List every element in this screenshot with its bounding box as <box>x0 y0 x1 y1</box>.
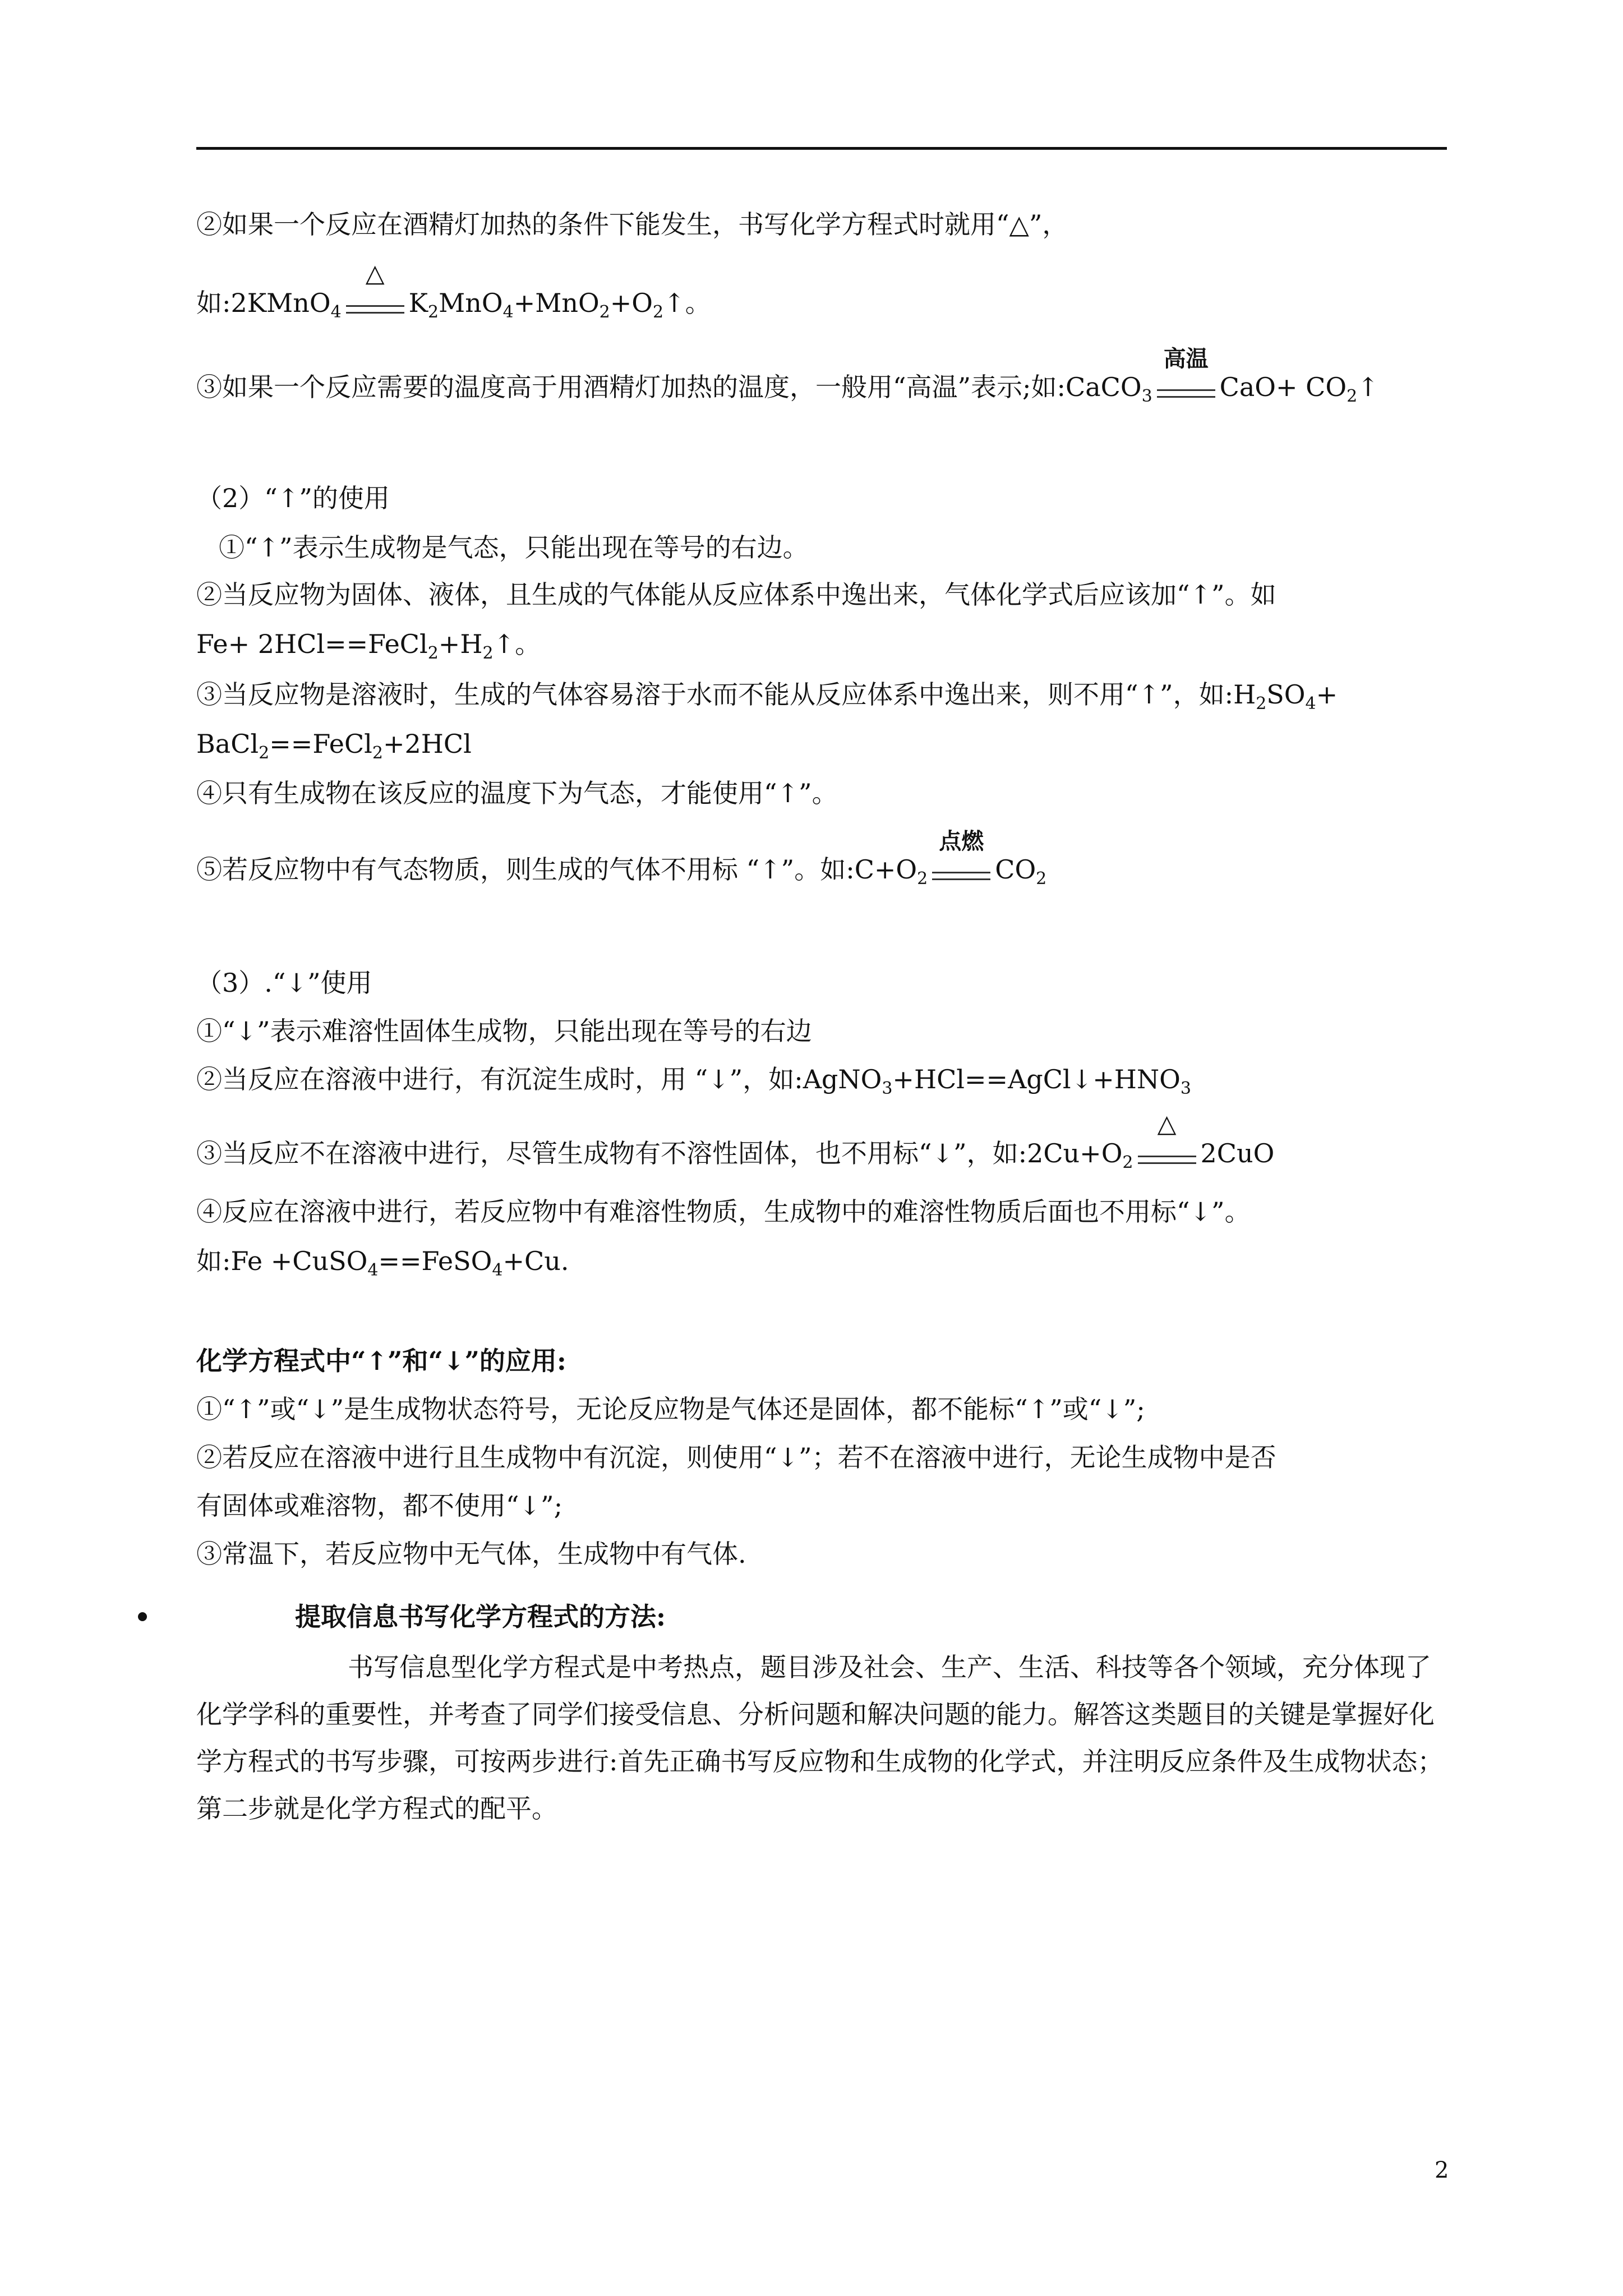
text-line: ②当反应物为固体、液体，且生成的气体能从反应体系中逸出来，气体化学式后应该加“↑”。如 <box>196 579 1276 610</box>
equation-line: ③如果一个反应需要的温度高于用酒精灯加热的温度，一般用“高温”表示;如:CaCO$_3$ 高温 $CaO+ CO_2↑$ <box>196 346 1379 406</box>
summary-heading: 化学方程式中“↑”和“↓”的应用: <box>196 1346 566 1376</box>
reaction-condition-sign: △ <box>1133 1137 1201 1170</box>
section-heading: （3）.“↓”使用 <box>196 968 372 998</box>
text-line: ①“↑”或“↓”是生成物状态符号，无论反应物是气体还是固体，都不能标“↑”或“↓”; <box>196 1394 1145 1424</box>
bullet-icon <box>138 1612 147 1621</box>
equation-line: ⑤若反应物中有气态物质，则生成的气体不用标 “↑”。如$:C+O_2$ 点燃 $CO_2$ <box>196 829 1047 889</box>
method-paragraph: 书写信息型化学方程式是中考热点，题目涉及社会、生产、生活、科技等各个领域，充分体现了化学学科的重要性，并考查了同学们接受信息、分析问题和解决问题的能力。解答这类题目的关键是掌握好化学方程式的书写步骤，可按两步进行:首先正确书写反应物和生成物的化学式，并注明反应条件及生成物状态；第二步就是化学方程式的配平。 <box>196 1652 1444 1824</box>
section-heading: （2）“↑”的使用 <box>196 483 390 513</box>
equation-line: 如:Fe +CuSO$_4$==FeSO$_4$+Cu. <box>196 1246 569 1280</box>
text-line: ④只有生成物在该反应的温度下为气态，才能使用“↑”。 <box>196 778 838 808</box>
equation-line: $Fe+ 2HCl==FeCl_2+H_2↑$。 <box>196 629 541 663</box>
text-line: ①“↑”表示生成物是气态，只能出现在等号的右边。 <box>219 532 809 563</box>
text-line: ②如果一个反应在酒精灯加热的条件下能发生，书写化学方程式时就用“△”， <box>196 209 1068 240</box>
equation-line: BaCl$_2$==FeCl$_2$+2HCl <box>196 729 472 763</box>
equation-line: 如:2KMnO$_4$ △ $K_2MnO_4+MnO_2+O_2↑$。 <box>196 259 711 322</box>
reaction-condition-sign: △ <box>342 286 409 320</box>
page-number: 2 <box>1435 2157 1449 2183</box>
text-line: 有固体或难溶物，都不使用“↓”; <box>196 1490 563 1521</box>
method-heading: 提取信息书写化学方程式的方法: <box>295 1602 666 1632</box>
text-line: ②若反应在溶液中进行且生成物中有沉淀，则使用“↓”；若不在溶液中进行，无论生成物中是否 <box>196 1442 1276 1473</box>
equation-line: ②当反应在溶液中进行，有沉淀生成时，用 “↓”，如$:AgNO_3+HCl==AgCl↓+HNO_3$ <box>196 1064 1191 1098</box>
text-line: ③当反应物是溶液时，生成的气体容易溶于水而不能从反应体系中逸出来，则不用“↑”，如$:H_2SO_4+$ <box>196 679 1338 714</box>
equation-line: ③当反应不在溶液中进行，尽管生成物有不溶性固体，也不用标“↓”，如$:2Cu+O_2$ △ 2CuO <box>196 1110 1275 1172</box>
text-line: ④反应在溶液中进行，若反应物中有难溶性物质，生成物中的难溶性物质后面也不用标“↓”。 <box>196 1197 1251 1227</box>
header-rule <box>196 147 1447 150</box>
reaction-condition-sign: 高温 <box>1152 370 1220 404</box>
reaction-condition-sign: 点燃 <box>928 853 995 886</box>
text-line: ①“↓”表示难溶性固体生成物，只能出现在等号的右边 <box>196 1016 812 1046</box>
text-line: ③常温下，若反应物中无气体，生成物中有气体. <box>196 1539 746 1569</box>
